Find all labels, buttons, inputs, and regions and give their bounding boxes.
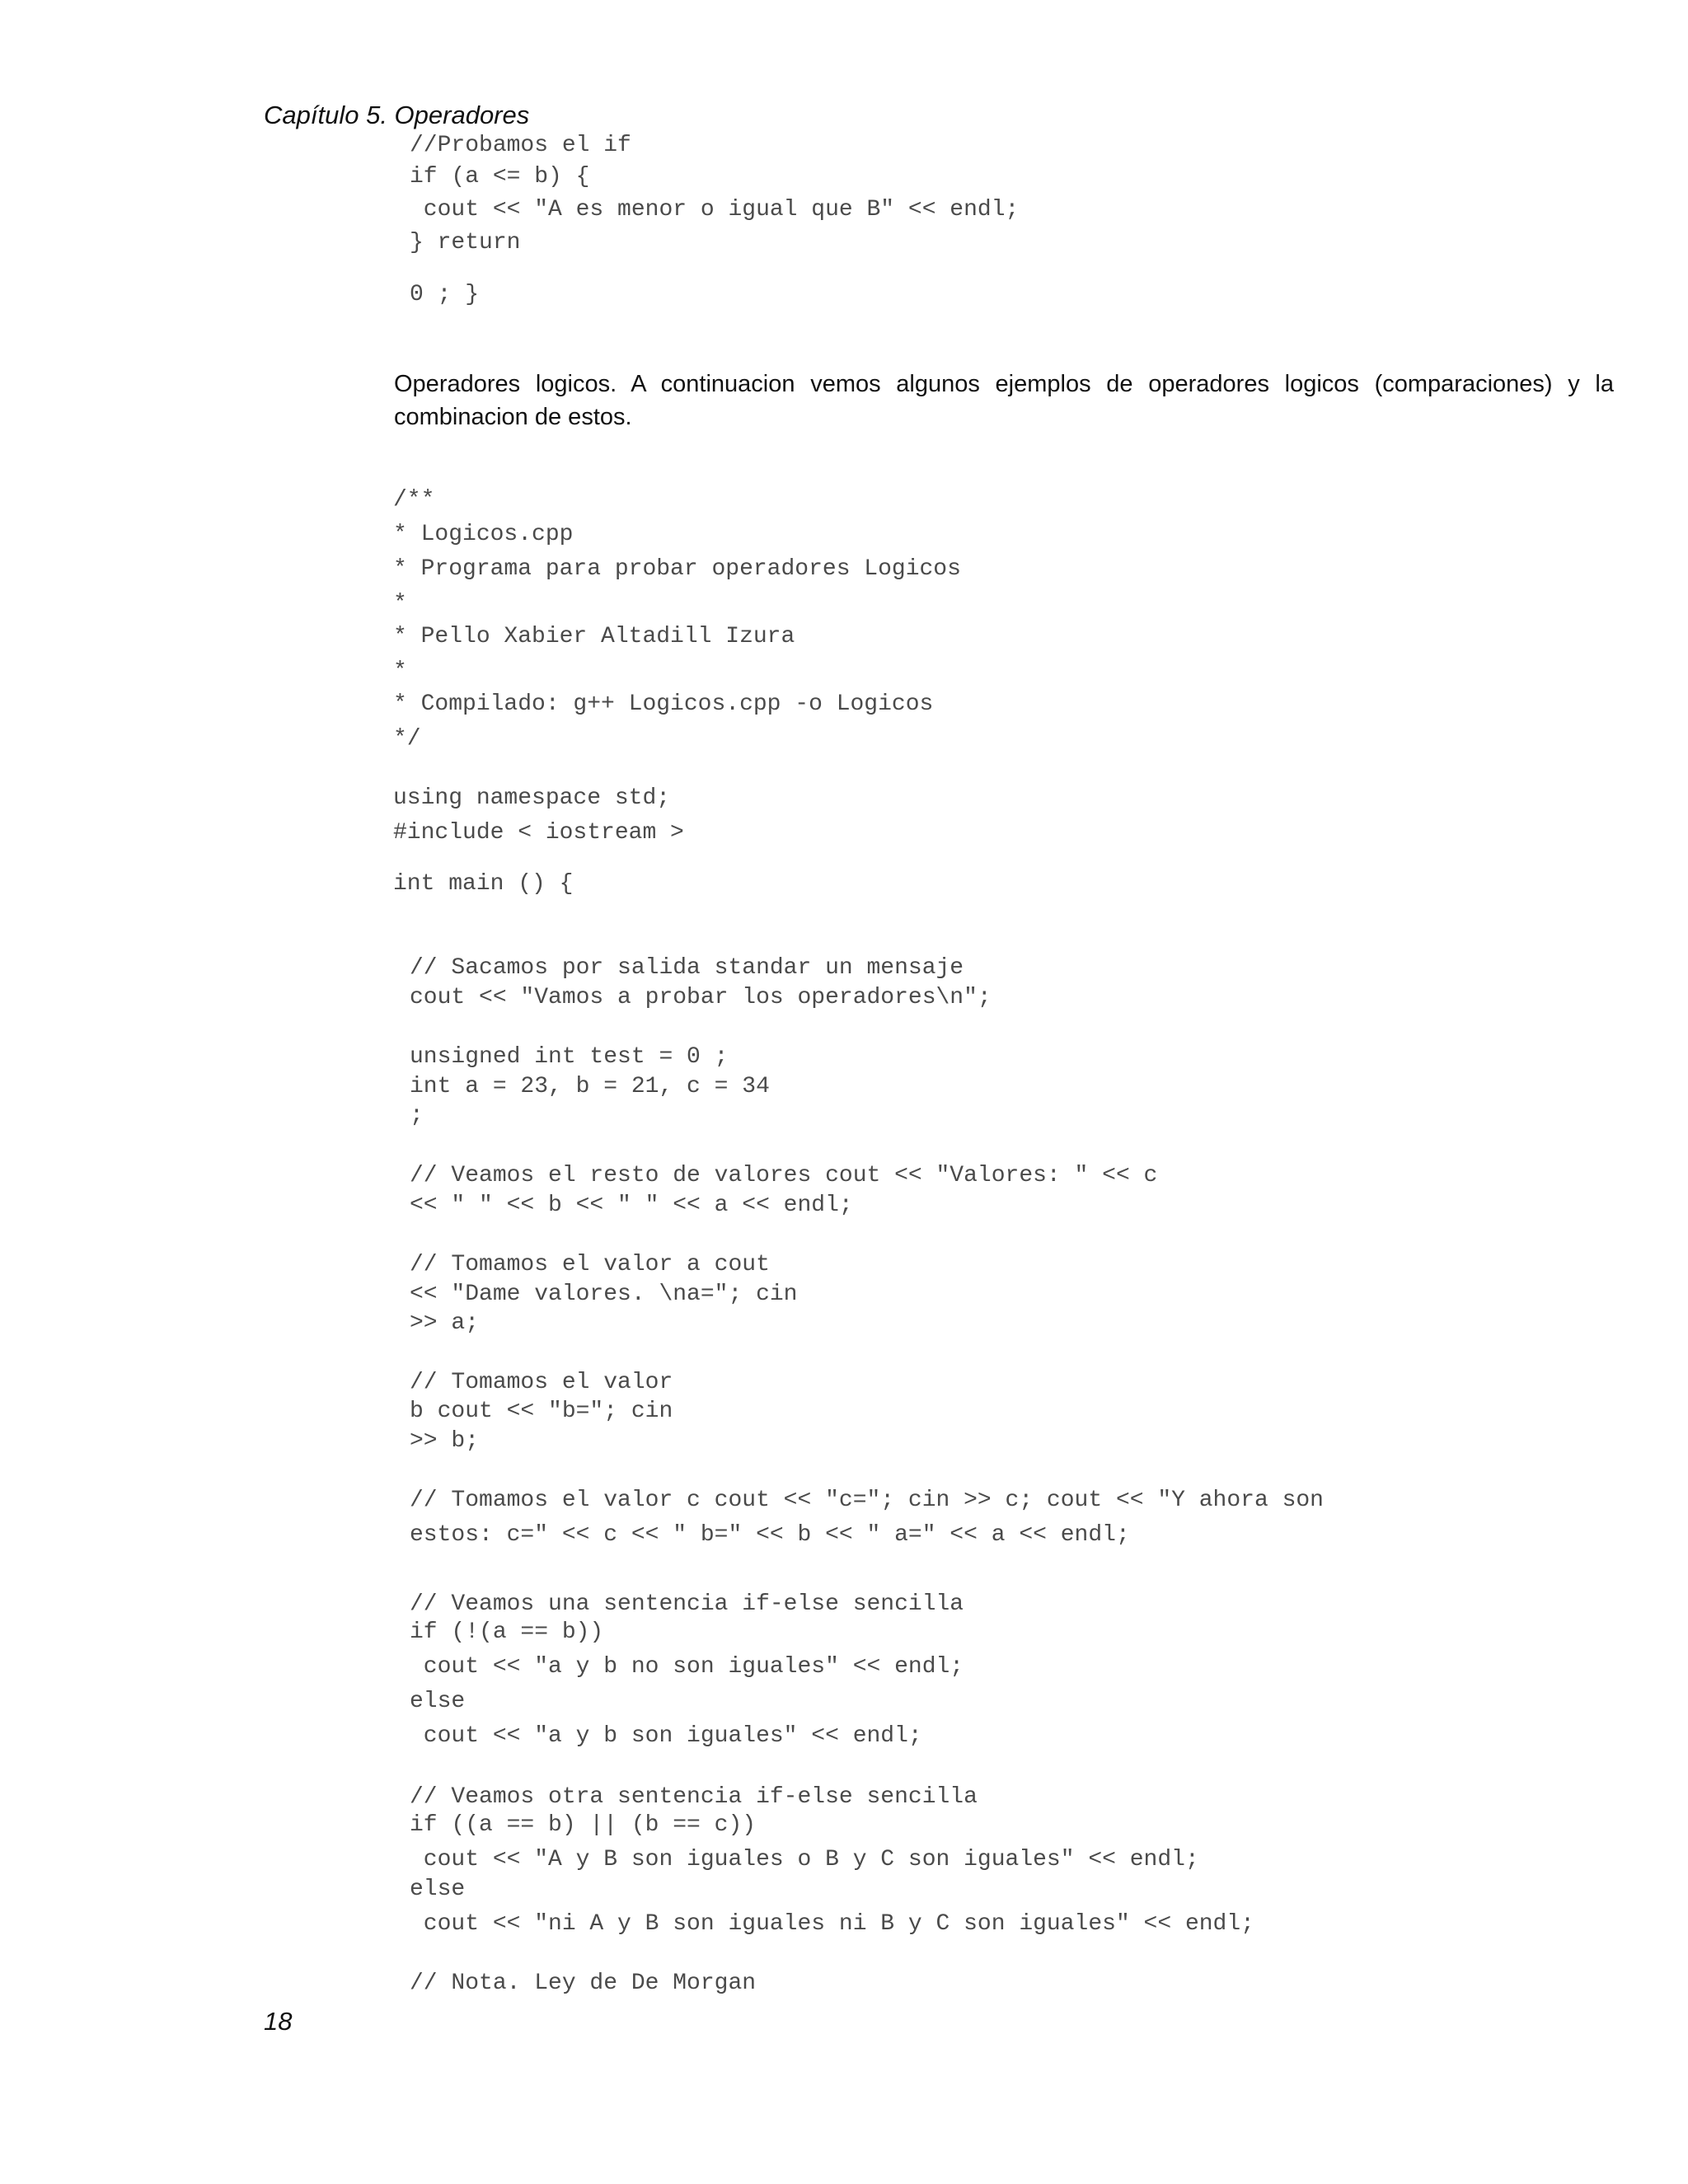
code-line: // Tomamos el valor c cout << "c="; cin >> c; cout << "Y ahora son — [410, 1488, 1324, 1513]
code-line: else — [410, 1689, 466, 1714]
code-line: * Logicos.cpp — [393, 522, 574, 547]
code-line: cout << "a y b son iguales" << endl; — [410, 1723, 922, 1749]
code-line: // Veamos otra sentencia if-else sencilla — [410, 1784, 978, 1810]
code-line: >> b; — [410, 1428, 480, 1454]
code-line: } return — [410, 230, 521, 255]
code-line: if ((a == b) || (b == c)) — [410, 1812, 757, 1838]
code-line: << "Dame valores. \na="; cin — [410, 1282, 798, 1307]
code-line: cout << "A y B son iguales o B y C son iguales" << endl; — [410, 1847, 1199, 1872]
code-line: cout << "a y b no son iguales" << endl; — [410, 1654, 964, 1680]
code-line: // Veamos una sentencia if-else sencilla — [410, 1591, 964, 1617]
code-line: /** — [393, 487, 435, 513]
code-line: // Tomamos el valor a cout — [410, 1252, 770, 1277]
code-line: int a = 23, b = 21, c = 34 — [410, 1074, 770, 1099]
code-line: >> a; — [410, 1310, 480, 1336]
intro-paragraph: Operadores logicos. A continuacion vemos algunos ejemplos de operadores logicos (comparaciones) y la combinacion de estos. — [394, 371, 1614, 430]
code-line: 0 ; } — [410, 282, 480, 307]
code-line: // Tomamos el valor — [410, 1370, 673, 1395]
code-line: * Programa para probar operadores Logicos — [393, 556, 961, 582]
code-line: * Pello Xabier Altadill Izura — [393, 624, 795, 649]
code-line: // Sacamos por salida standar un mensaje — [410, 955, 964, 981]
code-line: // Veamos el resto de valores cout << "Valores: " << c — [410, 1163, 1158, 1188]
code-line: ; — [410, 1103, 424, 1128]
code-line: << " " << b << " " << a << endl; — [410, 1193, 853, 1218]
code-line: cout << "Vamos a probar los operadores\n"; — [410, 985, 992, 1010]
code-line: * Compilado: g++ Logicos.cpp -o Logicos — [393, 691, 934, 717]
code-line: unsigned int test = 0 ; — [410, 1044, 729, 1070]
code-line: int main () { — [393, 871, 574, 897]
code-line: b cout << "b="; cin — [410, 1399, 673, 1424]
code-line: estos: c=" << c << " b=" << b << " a=" << a << endl; — [410, 1522, 1130, 1548]
code-line: * — [393, 591, 407, 616]
code-line: if (a <= b) { — [410, 164, 590, 190]
code-line: cout << "A es menor o igual que B" << endl; — [410, 197, 1020, 223]
code-line: // Nota. Ley de De Morgan — [410, 1971, 757, 1996]
code-line: * — [393, 658, 407, 684]
code-line: if (!(a == b)) — [410, 1619, 604, 1645]
page-number: 18 — [264, 2007, 293, 2036]
code-line: //Probamos el if — [410, 133, 631, 158]
code-line: cout << "ni A y B son iguales ni B y C son iguales" << endl; — [410, 1911, 1254, 1937]
code-line: #include < iostream > — [393, 820, 684, 846]
code-line: else — [410, 1877, 466, 1902]
chapter-header: Capítulo 5. Operadores — [264, 101, 530, 129]
code-line: using namespace std; — [393, 785, 671, 811]
code-line: */ — [393, 726, 421, 752]
